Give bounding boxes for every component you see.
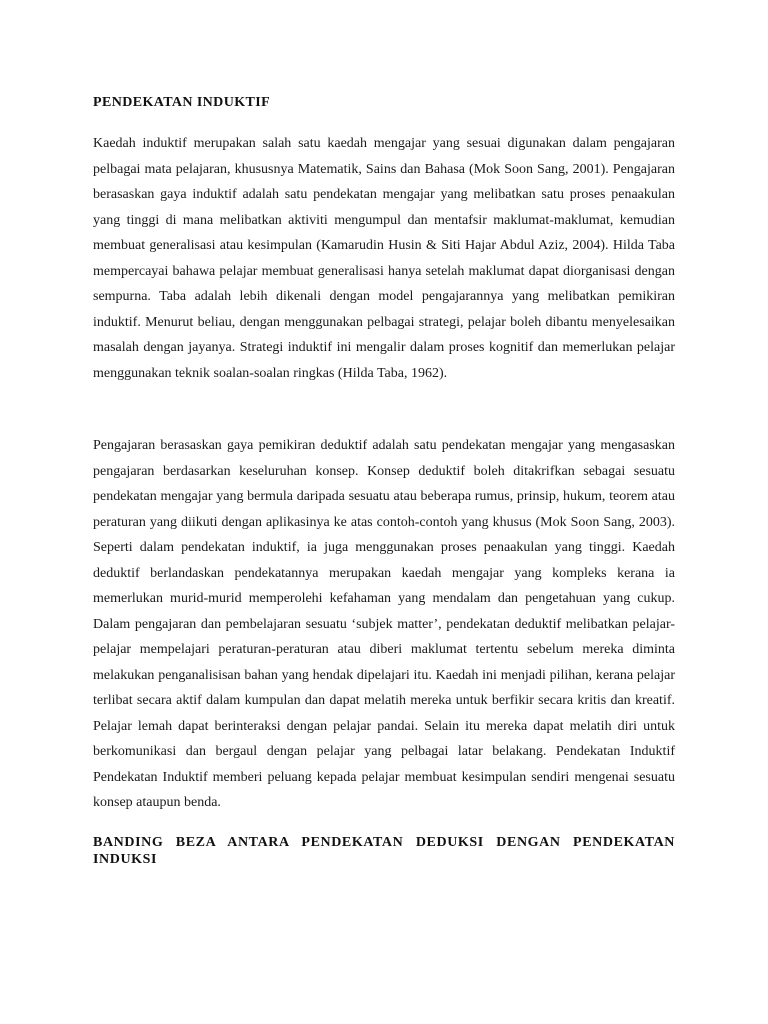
section-heading-inductive: PENDEKATAN INDUKTIF <box>93 95 271 110</box>
paragraph-inductive: Kaedah induktif merupakan salah satu kaedah mengajar yang sesuai digunakan dalam pengajaran pelbagai mata pelajaran, khususnya Matematik, Sains dan Bahasa (Mok Soon Sang, 2001). Pengajaran berasaskan gaya induktif adalah satu pendekatan mengajar yang melibatkan satu proses penaakulan yang tinggi di mana melibatkan aktiviti mengumpul dan mentafsir maklumat-maklumat, kemudian membuat generalisasi atau kesimpulan (Kamarudin Husin & Siti Hajar Abdul Aziz, 2004). Hilda Taba mempercayai bahawa pelajar membuat generalisasi hanya setelah maklumat dapat diorganisasi dengan sempurna. Taba adalah lebih dikenali dengan model pengajarannya yang melibatkan pemikiran induktif. Menurut beliau, dengan menggunakan pelbagai strategi, pelajar boleh dibantu menyelesaikan masalah dengan jayanya. Strategi induktif ini mengalir dalam proses kognitif dan memerlukan pelajar menggunakan teknik soalan-soalan ringkas (Hilda Taba, 1962). <box>93 136 675 381</box>
paragraph-deductive: Pengajaran berasaskan gaya pemikiran deduktif adalah satu pendekatan mengajar yang mengasaskan pengajaran berdasarkan keseluruhan konsep. Konsep deduktif boleh ditakrifkan sebagai sesuatu pendekatan mengajar yang bermula daripada sesuatu atau beberapa rumus, prinsip, hukum, teorem atau peraturan yang diikuti dengan aplikasinya ke atas contoh-contoh yang khusus (Mok Soon Sang, 2003). Seperti dalam pendekatan induktif, ia juga menggunakan proses penaakulan yang tinggi. Kaedah deduktif berlandaskan pendekatannya merupakan kaedah mengajar yang kompleks kerana ia memerlukan murid-murid memperolehi kefahaman yang mendalam dan pengetahuan yang cukup. Dalam pengajaran dan pembelajaran sesuatu ‘subjek matter’, pendekatan deduktif melibatkan pelajar-pelajar mempelajari peraturan-peraturan atau diberi maklumat tertentu sebelum mereka diminta melakukan penganalisisan bahan yang hendak dipelajari itu. Kaedah ini menjadi pilihan, kerana pelajar terlibat secara aktif dalam kumpulan dan dapat melatih mereka untuk berfikir secara kritis dan kreatif. Pelajar lemah dapat berinteraksi dengan pelajar pandai. Selain itu mereka dapat melatih diri untuk berkomunikasi dan bergaul dengan pelajar yang pelbagai latar belakang. Pendekatan Induktif Pendekatan Induktif memberi peluang kepada pelajar membuat kesimpulan sendiri mengenai sesuatu konsep ataupun benda. <box>93 438 675 810</box>
document-page <box>93 94 675 868</box>
section-heading-comparison: BANDING BEZA ANTARA PENDEKATAN DEDUKSI DENGAN PENDEKATAN INDUKSI <box>93 834 675 867</box>
